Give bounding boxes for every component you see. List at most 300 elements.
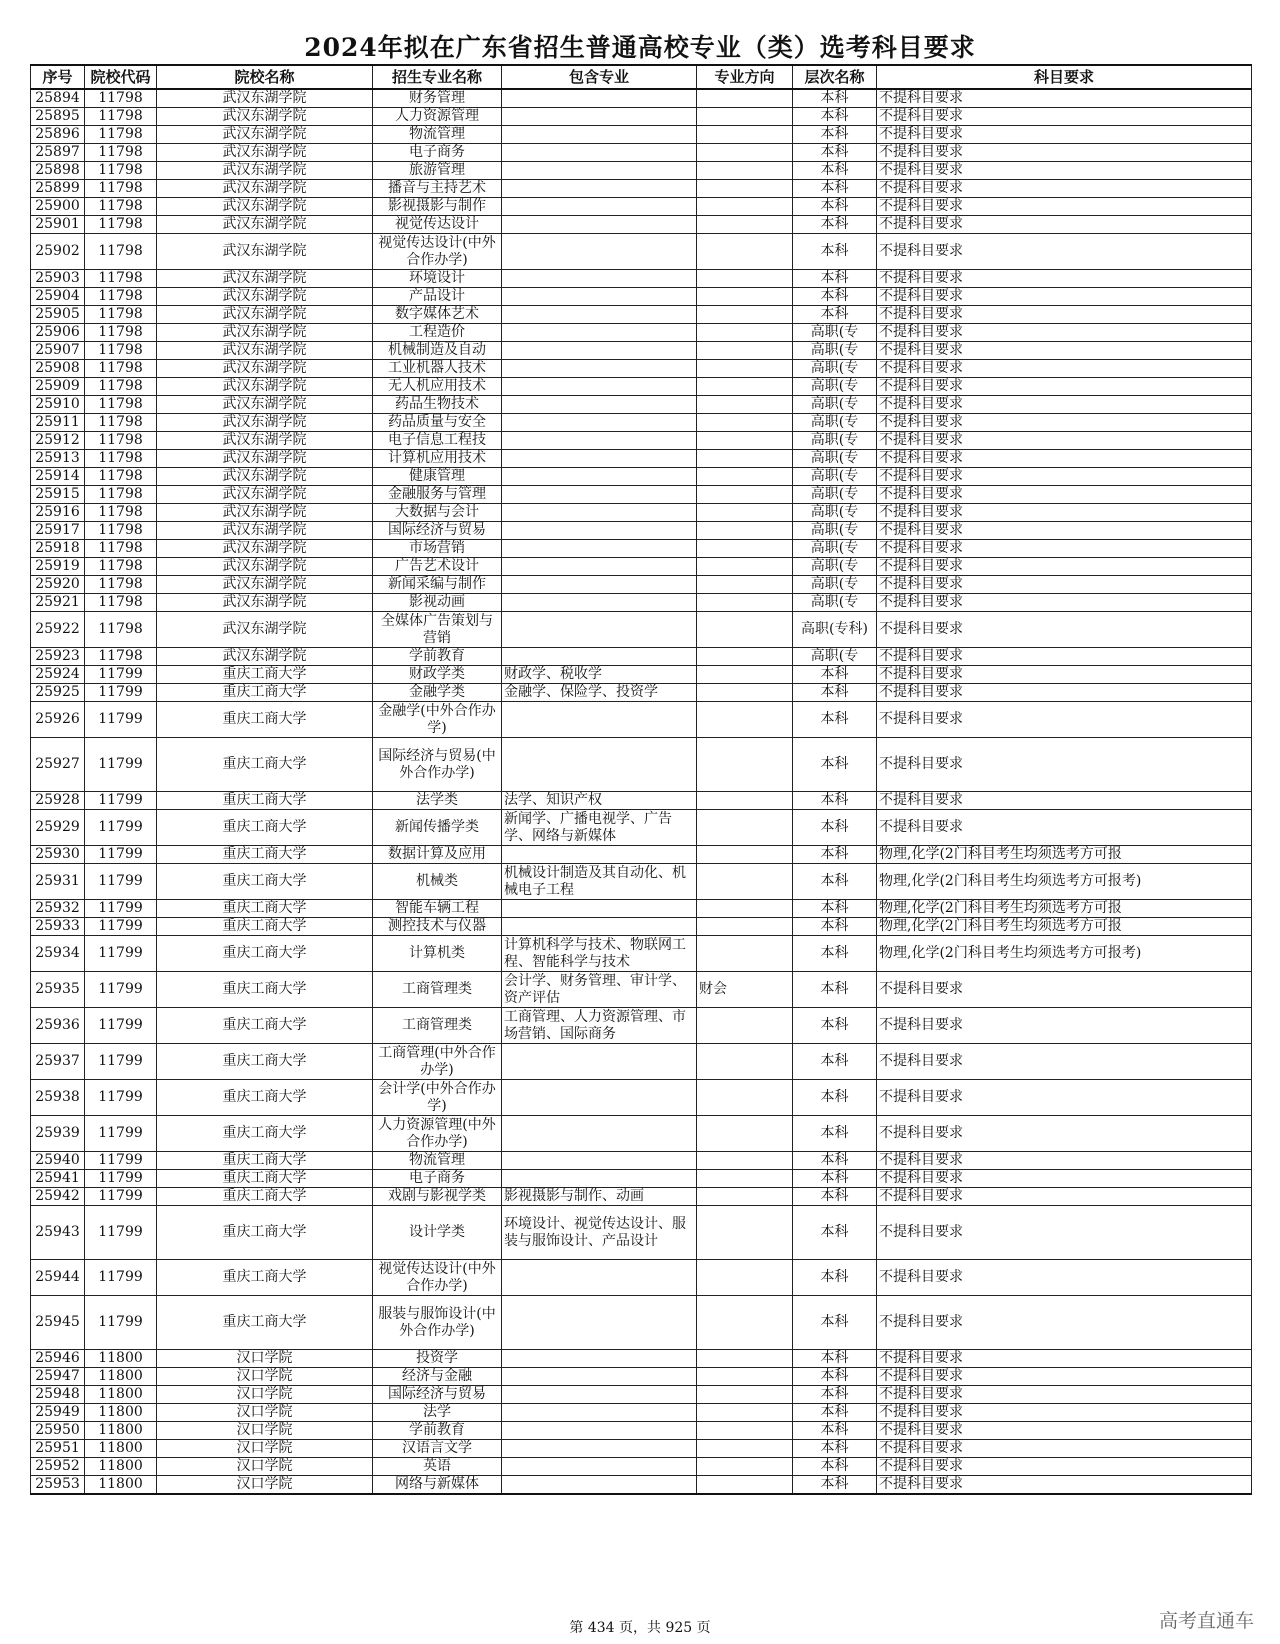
- school-cell: 武汉东湖学院: [157, 540, 373, 558]
- school-cell: 武汉东湖学院: [157, 342, 373, 360]
- school-cell: 武汉东湖学院: [157, 504, 373, 522]
- direction-cell: [697, 450, 793, 468]
- requirement-cell: 物理,化学(2门科目考生均须选考方可报考): [877, 864, 1252, 900]
- table-row: [31, 468, 1252, 486]
- requirement-cell: 物理,化学(2门科目考生均须选考方可报: [877, 846, 1252, 864]
- direction-cell: [697, 1152, 793, 1170]
- school-cell: 汉口学院: [157, 1458, 373, 1476]
- level-cell: 本科: [793, 234, 877, 270]
- col-header-seq: 序号: [31, 65, 85, 89]
- school-cell: 武汉东湖学院: [157, 108, 373, 126]
- table-row: [31, 576, 1252, 594]
- level-cell: 本科: [793, 180, 877, 198]
- seq-cell: 25951: [31, 1440, 85, 1458]
- requirement-cell: 不提科目要求: [877, 180, 1252, 198]
- code-cell: 11798: [85, 198, 157, 216]
- col-header-major: 招生专业名称: [373, 65, 502, 89]
- requirement-cell: 不提科目要求: [877, 558, 1252, 576]
- seq-cell: 25908: [31, 360, 85, 378]
- direction-cell: [697, 1458, 793, 1476]
- level-cell: 本科: [793, 144, 877, 162]
- code-cell: 11798: [85, 486, 157, 504]
- school-cell: 重庆工商大学: [157, 900, 373, 918]
- level-cell: 本科: [793, 900, 877, 918]
- included-cell: [502, 144, 697, 162]
- code-cell: 11799: [85, 1296, 157, 1350]
- major-cell: 工商管理类: [373, 972, 502, 1008]
- code-cell: 11798: [85, 270, 157, 288]
- seq-cell: 25911: [31, 414, 85, 432]
- code-cell: 11799: [85, 1206, 157, 1260]
- level-cell: 本科: [793, 162, 877, 180]
- included-cell: [502, 1350, 697, 1368]
- table-row: [31, 522, 1252, 540]
- code-cell: 11798: [85, 648, 157, 666]
- direction-cell: [697, 1422, 793, 1440]
- code-cell: 11799: [85, 1260, 157, 1296]
- seq-cell: 25896: [31, 126, 85, 144]
- code-cell: 11799: [85, 936, 157, 972]
- level-cell: 本科: [793, 270, 877, 288]
- school-cell: 重庆工商大学: [157, 936, 373, 972]
- major-cell: 法学类: [373, 792, 502, 810]
- requirement-cell: 不提科目要求: [877, 1116, 1252, 1152]
- seq-cell: 25935: [31, 972, 85, 1008]
- direction-cell: [697, 1296, 793, 1350]
- table-row: [31, 198, 1252, 216]
- requirement-cell: 不提科目要求: [877, 972, 1252, 1008]
- school-cell: 汉口学院: [157, 1440, 373, 1458]
- table-row: [31, 864, 1252, 900]
- included-cell: [502, 1260, 697, 1296]
- requirement-cell: 不提科目要求: [877, 1368, 1252, 1386]
- code-cell: 11799: [85, 666, 157, 684]
- requirement-cell: 不提科目要求: [877, 810, 1252, 846]
- included-cell: [502, 198, 697, 216]
- seq-cell: 25925: [31, 684, 85, 702]
- school-cell: 武汉东湖学院: [157, 396, 373, 414]
- included-cell: [502, 738, 697, 792]
- level-cell: 高职(专: [793, 414, 877, 432]
- table-row: [31, 89, 1252, 108]
- seq-cell: 25918: [31, 540, 85, 558]
- major-cell: 新闻传播学类: [373, 810, 502, 846]
- code-cell: 11799: [85, 846, 157, 864]
- seq-cell: 25953: [31, 1476, 85, 1495]
- code-cell: 11799: [85, 738, 157, 792]
- table-row: [31, 1350, 1252, 1368]
- table-row: [31, 936, 1252, 972]
- table-row: [31, 1116, 1252, 1152]
- level-cell: 本科: [793, 864, 877, 900]
- requirement-cell: 不提科目要求: [877, 1008, 1252, 1044]
- seq-cell: 25945: [31, 1296, 85, 1350]
- major-cell: 国际经济与贸易: [373, 522, 502, 540]
- seq-cell: 25902: [31, 234, 85, 270]
- school-cell: 武汉东湖学院: [157, 198, 373, 216]
- level-cell: 本科: [793, 1422, 877, 1440]
- level-cell: 本科: [793, 972, 877, 1008]
- table-row: [31, 1458, 1252, 1476]
- direction-cell: [697, 540, 793, 558]
- school-cell: 武汉东湖学院: [157, 270, 373, 288]
- included-cell: [502, 414, 697, 432]
- major-cell: 大数据与会计: [373, 504, 502, 522]
- major-cell: 计算机应用技术: [373, 450, 502, 468]
- direction-cell: [697, 378, 793, 396]
- included-cell: [502, 1152, 697, 1170]
- direction-cell: [697, 414, 793, 432]
- direction-cell: [697, 918, 793, 936]
- school-cell: 武汉东湖学院: [157, 360, 373, 378]
- school-cell: 武汉东湖学院: [157, 648, 373, 666]
- requirement-cell: 不提科目要求: [877, 162, 1252, 180]
- requirement-cell: 不提科目要求: [877, 738, 1252, 792]
- major-cell: 药品生物技术: [373, 396, 502, 414]
- included-cell: 财政学、税收学: [502, 666, 697, 684]
- included-cell: [502, 1386, 697, 1404]
- seq-cell: 25920: [31, 576, 85, 594]
- school-cell: 重庆工商大学: [157, 792, 373, 810]
- direction-cell: [697, 792, 793, 810]
- direction-cell: [697, 594, 793, 612]
- direction-cell: [697, 234, 793, 270]
- level-cell: 本科: [793, 1368, 877, 1386]
- level-cell: 本科: [793, 792, 877, 810]
- seq-cell: 25899: [31, 180, 85, 198]
- included-cell: [502, 918, 697, 936]
- table-row: [31, 1368, 1252, 1386]
- table-row: [31, 504, 1252, 522]
- school-cell: 武汉东湖学院: [157, 414, 373, 432]
- seq-cell: 25942: [31, 1188, 85, 1206]
- level-cell: 本科: [793, 126, 877, 144]
- level-cell: 本科: [793, 1044, 877, 1080]
- requirements-table: [30, 64, 1252, 1495]
- seq-cell: 25936: [31, 1008, 85, 1044]
- included-cell: [502, 846, 697, 864]
- school-cell: 汉口学院: [157, 1386, 373, 1404]
- level-cell: 高职(专: [793, 576, 877, 594]
- direction-cell: [697, 558, 793, 576]
- requirement-cell: 不提科目要求: [877, 432, 1252, 450]
- included-cell: [502, 1458, 697, 1476]
- level-cell: 高职(专: [793, 648, 877, 666]
- included-cell: 计算机科学与技术、物联网工程、智能科学与技术: [502, 936, 697, 972]
- major-cell: 国际经济与贸易(中外合作办学): [373, 738, 502, 792]
- included-cell: [502, 432, 697, 450]
- school-cell: 武汉东湖学院: [157, 234, 373, 270]
- code-cell: 11798: [85, 540, 157, 558]
- school-cell: 武汉东湖学院: [157, 468, 373, 486]
- level-cell: 高职(专: [793, 378, 877, 396]
- seq-cell: 25894: [31, 89, 85, 108]
- included-cell: [502, 1404, 697, 1422]
- included-cell: [502, 89, 697, 108]
- included-cell: [502, 540, 697, 558]
- school-cell: 武汉东湖学院: [157, 288, 373, 306]
- code-cell: 11799: [85, 900, 157, 918]
- major-cell: 金融学(中外合作办学): [373, 702, 502, 738]
- school-cell: 重庆工商大学: [157, 1080, 373, 1116]
- col-header-school: 院校名称: [157, 65, 373, 89]
- direction-cell: [697, 684, 793, 702]
- table-row: [31, 486, 1252, 504]
- requirement-cell: 物理,化学(2门科目考生均须选考方可报考): [877, 936, 1252, 972]
- code-cell: 11798: [85, 144, 157, 162]
- major-cell: 财政学类: [373, 666, 502, 684]
- code-cell: 11798: [85, 360, 157, 378]
- level-cell: 本科: [793, 1260, 877, 1296]
- requirement-cell: 物理,化学(2门科目考生均须选考方可报: [877, 900, 1252, 918]
- table-row: [31, 324, 1252, 342]
- direction-cell: [697, 900, 793, 918]
- included-cell: [502, 594, 697, 612]
- code-cell: 11798: [85, 342, 157, 360]
- school-cell: 汉口学院: [157, 1350, 373, 1368]
- table-row: [31, 792, 1252, 810]
- school-cell: 汉口学院: [157, 1476, 373, 1495]
- code-cell: 11798: [85, 234, 157, 270]
- direction-cell: [697, 162, 793, 180]
- level-cell: 高职(专: [793, 558, 877, 576]
- level-cell: 本科: [793, 846, 877, 864]
- code-cell: 11799: [85, 702, 157, 738]
- level-cell: 本科: [793, 1296, 877, 1350]
- requirement-cell: 不提科目要求: [877, 396, 1252, 414]
- major-cell: 人力资源管理(中外合作办学): [373, 1116, 502, 1152]
- included-cell: [502, 558, 697, 576]
- code-cell: 11798: [85, 126, 157, 144]
- seq-cell: 25939: [31, 1116, 85, 1152]
- seq-cell: 25901: [31, 216, 85, 234]
- table-row: [31, 1386, 1252, 1404]
- school-cell: 武汉东湖学院: [157, 576, 373, 594]
- table-row: [31, 648, 1252, 666]
- major-cell: 经济与金融: [373, 1368, 502, 1386]
- school-cell: 重庆工商大学: [157, 1116, 373, 1152]
- code-cell: 11798: [85, 89, 157, 108]
- major-cell: 视觉传达设计: [373, 216, 502, 234]
- requirement-cell: 不提科目要求: [877, 342, 1252, 360]
- major-cell: 学前教育: [373, 1422, 502, 1440]
- included-cell: [502, 288, 697, 306]
- requirement-cell: 不提科目要求: [877, 1404, 1252, 1422]
- included-cell: [502, 324, 697, 342]
- direction-cell: [697, 1080, 793, 1116]
- major-cell: 人力资源管理: [373, 108, 502, 126]
- included-cell: [502, 450, 697, 468]
- level-cell: 本科: [793, 1008, 877, 1044]
- requirement-cell: 不提科目要求: [877, 378, 1252, 396]
- included-cell: [502, 504, 697, 522]
- level-cell: 本科: [793, 702, 877, 738]
- table-row: [31, 432, 1252, 450]
- col-header-level: 层次名称: [793, 65, 877, 89]
- table-row: [31, 972, 1252, 1008]
- table-row: [31, 1188, 1252, 1206]
- requirement-cell: 不提科目要求: [877, 216, 1252, 234]
- direction-cell: [697, 522, 793, 540]
- level-cell: 本科: [793, 1404, 877, 1422]
- seq-cell: 25917: [31, 522, 85, 540]
- included-cell: [502, 108, 697, 126]
- code-cell: 11798: [85, 396, 157, 414]
- code-cell: 11798: [85, 504, 157, 522]
- requirement-cell: 不提科目要求: [877, 702, 1252, 738]
- level-cell: 本科: [793, 1188, 877, 1206]
- included-cell: [502, 702, 697, 738]
- major-cell: 国际经济与贸易: [373, 1386, 502, 1404]
- included-cell: [502, 648, 697, 666]
- seq-cell: 25937: [31, 1044, 85, 1080]
- direction-cell: [697, 396, 793, 414]
- requirement-cell: 不提科目要求: [877, 1170, 1252, 1188]
- requirement-cell: 不提科目要求: [877, 522, 1252, 540]
- major-cell: 物流管理: [373, 126, 502, 144]
- included-cell: [502, 342, 697, 360]
- major-cell: 产品设计: [373, 288, 502, 306]
- requirement-cell: 不提科目要求: [877, 89, 1252, 108]
- seq-cell: 25897: [31, 144, 85, 162]
- major-cell: 法学: [373, 1404, 502, 1422]
- code-cell: 11798: [85, 432, 157, 450]
- code-cell: 11798: [85, 378, 157, 396]
- level-cell: 高职(专: [793, 324, 877, 342]
- code-cell: 11800: [85, 1350, 157, 1368]
- requirement-cell: 不提科目要求: [877, 144, 1252, 162]
- included-cell: [502, 1440, 697, 1458]
- table-row: [31, 1008, 1252, 1044]
- requirement-cell: 不提科目要求: [877, 1296, 1252, 1350]
- included-cell: [502, 468, 697, 486]
- included-cell: [502, 576, 697, 594]
- code-cell: 11798: [85, 558, 157, 576]
- level-cell: 本科: [793, 89, 877, 108]
- header-row: [31, 65, 1252, 89]
- level-cell: 本科: [793, 1440, 877, 1458]
- school-cell: 武汉东湖学院: [157, 162, 373, 180]
- level-cell: 本科: [793, 1116, 877, 1152]
- code-cell: 11798: [85, 468, 157, 486]
- direction-cell: [697, 324, 793, 342]
- seq-cell: 25927: [31, 738, 85, 792]
- level-cell: 高职(专科): [793, 612, 877, 648]
- code-cell: 11800: [85, 1368, 157, 1386]
- major-cell: 财务管理: [373, 89, 502, 108]
- direction-cell: [697, 1170, 793, 1188]
- included-cell: 影视摄影与制作、动画: [502, 1188, 697, 1206]
- direction-cell: [697, 144, 793, 162]
- included-cell: [502, 1044, 697, 1080]
- included-cell: [502, 1296, 697, 1350]
- included-cell: [502, 1080, 697, 1116]
- level-cell: 本科: [793, 1152, 877, 1170]
- seq-cell: 25933: [31, 918, 85, 936]
- included-cell: 会计学、财务管理、审计学、资产评估: [502, 972, 697, 1008]
- school-cell: 武汉东湖学院: [157, 558, 373, 576]
- included-cell: 法学、知识产权: [502, 792, 697, 810]
- level-cell: 高职(专: [793, 360, 877, 378]
- major-cell: 金融学类: [373, 684, 502, 702]
- direction-cell: [697, 360, 793, 378]
- table-row: [31, 900, 1252, 918]
- table-row: [31, 306, 1252, 324]
- requirement-cell: 不提科目要求: [877, 594, 1252, 612]
- seq-cell: 25934: [31, 936, 85, 972]
- level-cell: 本科: [793, 1080, 877, 1116]
- major-cell: 测控技术与仪器: [373, 918, 502, 936]
- requirement-cell: 不提科目要求: [877, 306, 1252, 324]
- major-cell: 影视摄影与制作: [373, 198, 502, 216]
- school-cell: 武汉东湖学院: [157, 216, 373, 234]
- included-cell: 新闻学、广播电视学、广告学、网络与新媒体: [502, 810, 697, 846]
- code-cell: 11799: [85, 864, 157, 900]
- major-cell: 智能车辆工程: [373, 900, 502, 918]
- seq-cell: 25938: [31, 1080, 85, 1116]
- code-cell: 11798: [85, 306, 157, 324]
- school-cell: 重庆工商大学: [157, 1188, 373, 1206]
- requirement-cell: 不提科目要求: [877, 1206, 1252, 1260]
- school-cell: 武汉东湖学院: [157, 594, 373, 612]
- level-cell: 本科: [793, 1476, 877, 1495]
- table-row: [31, 450, 1252, 468]
- table-row: [31, 810, 1252, 846]
- major-cell: 服装与服饰设计(中外合作办学): [373, 1296, 502, 1350]
- major-cell: 机械制造及自动: [373, 342, 502, 360]
- level-cell: 本科: [793, 1170, 877, 1188]
- direction-cell: [697, 864, 793, 900]
- direction-cell: [697, 666, 793, 684]
- major-cell: 电子商务: [373, 144, 502, 162]
- direction-cell: [697, 1404, 793, 1422]
- requirement-cell: 不提科目要求: [877, 1476, 1252, 1495]
- direction-cell: [697, 810, 793, 846]
- school-cell: 武汉东湖学院: [157, 486, 373, 504]
- direction-cell: 财会: [697, 972, 793, 1008]
- table-row: [31, 846, 1252, 864]
- school-cell: 重庆工商大学: [157, 1296, 373, 1350]
- included-cell: [502, 378, 697, 396]
- table-row: [31, 270, 1252, 288]
- code-cell: 11799: [85, 1008, 157, 1044]
- level-cell: 本科: [793, 1386, 877, 1404]
- table-row: [31, 1440, 1252, 1458]
- table-row: [31, 378, 1252, 396]
- direction-cell: [697, 1476, 793, 1495]
- direction-cell: [697, 612, 793, 648]
- requirement-cell: 不提科目要求: [877, 414, 1252, 432]
- code-cell: 11799: [85, 918, 157, 936]
- included-cell: [502, 180, 697, 198]
- code-cell: 11798: [85, 288, 157, 306]
- school-cell: 武汉东湖学院: [157, 180, 373, 198]
- table-row: [31, 918, 1252, 936]
- code-cell: 11798: [85, 108, 157, 126]
- requirement-cell: 不提科目要求: [877, 1044, 1252, 1080]
- included-cell: 环境设计、视觉传达设计、服装与服饰设计、产品设计: [502, 1206, 697, 1260]
- included-cell: [502, 612, 697, 648]
- table-row: [31, 540, 1252, 558]
- major-cell: 视觉传达设计(中外合作办学): [373, 234, 502, 270]
- requirement-cell: 不提科目要求: [877, 666, 1252, 684]
- seq-cell: 25940: [31, 1152, 85, 1170]
- seq-cell: 25922: [31, 612, 85, 648]
- major-cell: 新闻采编与制作: [373, 576, 502, 594]
- requirement-cell: 不提科目要求: [877, 486, 1252, 504]
- school-cell: 重庆工商大学: [157, 684, 373, 702]
- school-cell: 重庆工商大学: [157, 666, 373, 684]
